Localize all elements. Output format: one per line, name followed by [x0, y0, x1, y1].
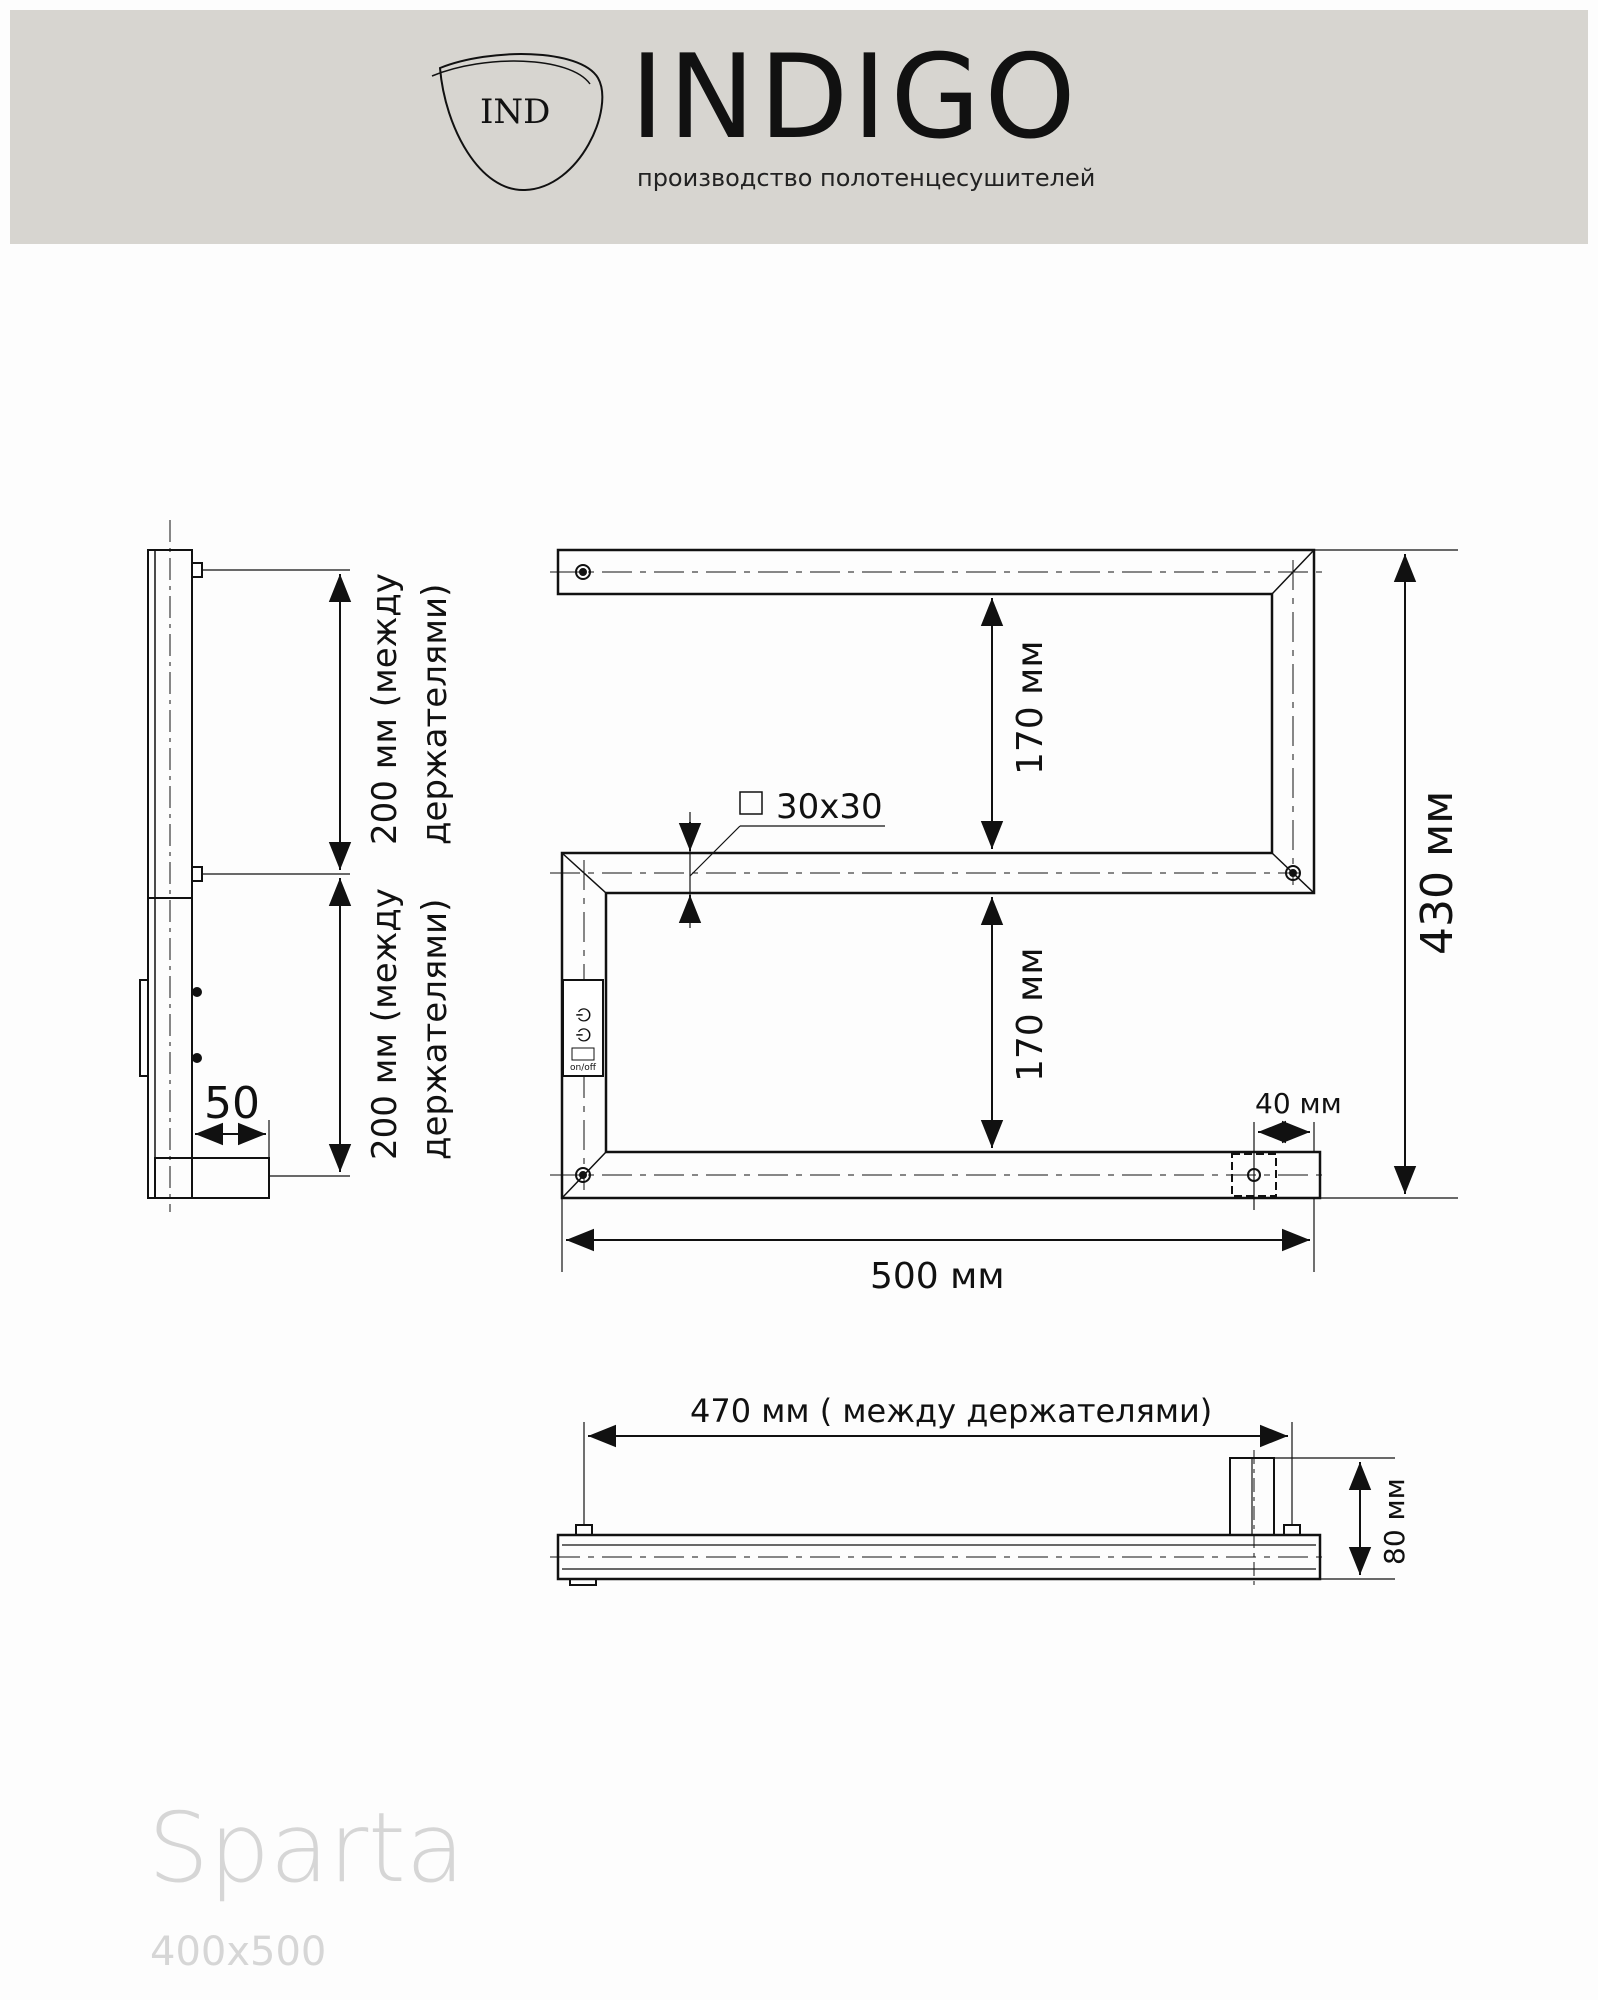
brand-name: INDIGO	[630, 30, 1080, 165]
holder-offset-label: 40 мм	[1255, 1087, 1342, 1120]
product-name: Sparta	[148, 1792, 465, 1904]
side-upper-spacing-label: 200 мм (между	[365, 573, 405, 845]
side-upper-spacing-label-2: держателями)	[415, 583, 455, 845]
side-lower-spacing-label: 200 мм (между	[365, 888, 405, 1160]
power-icon: ⏻ ⏻	[574, 1007, 595, 1042]
switch-label: on/off	[570, 1063, 596, 1073]
width-label: 500 мм	[870, 1256, 1005, 1297]
product-size: 400x500	[150, 1929, 327, 1975]
top-depth-label: 80 мм	[1378, 1478, 1411, 1565]
front-gap-upper-label: 170 мм	[1010, 640, 1051, 775]
side-offset-label: 50	[204, 1078, 260, 1129]
front-view	[550, 550, 1458, 1272]
top-holder-spacing-label: 470 мм ( между держателями)	[690, 1392, 1213, 1430]
height-label: 430 мм	[1412, 790, 1463, 955]
side-lower-spacing-label-2: держателями)	[415, 898, 455, 1160]
top-view	[550, 1422, 1395, 1590]
brand-tagline: производство полотенцесушителей	[637, 164, 1096, 192]
logo-monogram: IND	[480, 92, 551, 132]
front-gap-lower-label: 170 мм	[1010, 947, 1051, 1082]
profile-size-label: 30x30	[776, 787, 883, 827]
